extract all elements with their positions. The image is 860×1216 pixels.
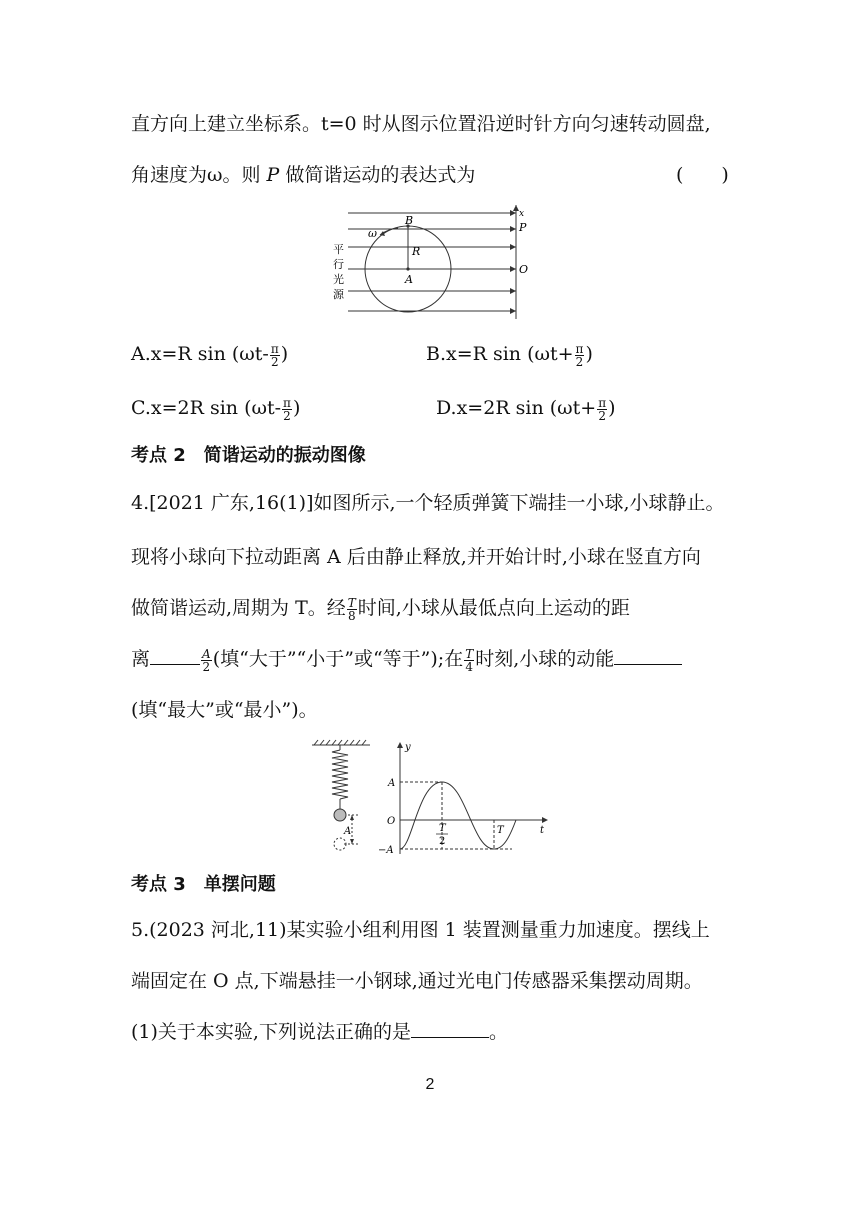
q4-line4-frac1-num: A xyxy=(202,646,211,661)
spring-graph-figure xyxy=(308,738,556,860)
q4-blank-2[interactable] xyxy=(614,662,682,665)
label-O: O xyxy=(519,263,529,276)
label-x: x xyxy=(519,209,525,219)
option-D-frac xyxy=(597,397,607,422)
option-B-prefix: B.x=R sin (ωt+ xyxy=(426,343,574,365)
q4-line4-frac2-num: T xyxy=(465,646,474,661)
graph-label-O: O xyxy=(387,816,396,827)
omega-label: ω xyxy=(368,227,377,240)
q3-line2-a: 角速度为ω。则 xyxy=(131,164,267,186)
label-B: B xyxy=(405,214,414,227)
option-A-prefix: A.x=R sin (ωt- xyxy=(131,343,269,365)
source-char-1: 平 xyxy=(333,243,344,256)
option-A xyxy=(131,342,288,368)
option-A-den: 2 xyxy=(270,354,279,369)
option-D xyxy=(436,396,616,422)
graph-label-y: y xyxy=(405,742,411,753)
q4-line4-c: 时刻,小球的动能 xyxy=(475,648,615,670)
q4-line1: 4.[2021 广东,16(1)]如图所示,一个轻质弹簧下端挂一小球,小球静止。 xyxy=(131,492,725,514)
option-A-suffix: ) xyxy=(280,343,289,365)
option-C-prefix: C.x=2R sin (ωt- xyxy=(131,397,282,419)
q5-blank[interactable] xyxy=(411,1035,489,1038)
q4-line4-frac1-den: 2 xyxy=(202,659,211,674)
option-B xyxy=(426,342,593,368)
q4-line2: 现将小球向下拉动距离 A 后由静止释放,并开始计时,小球在竖直方向 xyxy=(131,546,701,568)
option-B-num: π xyxy=(575,341,584,356)
source-char-2: 行 xyxy=(333,258,344,271)
option-C-num: π xyxy=(283,395,291,410)
option-B-den: 2 xyxy=(575,354,584,369)
q5-line3-text: (1)关于本实验,下列说法正确的是 xyxy=(131,1021,411,1043)
q4-line4-a: 离 xyxy=(131,648,151,670)
option-B-frac xyxy=(575,343,585,368)
q3-line2 xyxy=(131,163,475,187)
option-A-frac xyxy=(270,343,280,368)
section2-title: 考点 2 简谐运动的振动图像 xyxy=(131,445,366,466)
q3-answer-bracket: ( ) xyxy=(676,164,729,186)
q4-line3-frac xyxy=(347,597,357,622)
q4-line4-frac1 xyxy=(201,648,212,673)
source-char-4: 源 xyxy=(333,288,344,301)
q4-line4 xyxy=(131,647,682,673)
spring-label-A: A xyxy=(344,826,352,837)
section3-title: 考点 3 单摆问题 xyxy=(131,874,276,895)
option-D-prefix: D.x=2R sin (ωt+ xyxy=(436,397,597,419)
graph-label-T2-num: T xyxy=(439,823,446,834)
graph-label-T2-den: 2 xyxy=(439,836,446,847)
disc-light-figure xyxy=(330,205,540,325)
graph-label-t: t xyxy=(540,825,545,836)
q4-line4-frac2 xyxy=(464,648,474,673)
option-D-den: 2 xyxy=(598,408,606,423)
q5-line3 xyxy=(131,1020,508,1044)
q3-line1: 直方向上建立坐标系。t=0 时从图示位置沿逆时针方向匀速转动圆盘, xyxy=(131,113,711,135)
page-number: 2 xyxy=(425,1076,435,1093)
option-D-num: π xyxy=(598,395,607,410)
option-C-den: 2 xyxy=(283,408,291,423)
option-D-suffix: ) xyxy=(608,397,616,419)
q4-line3-a: 做简谐运动,周期为 T。经 xyxy=(131,597,346,619)
label-A: A xyxy=(405,273,413,286)
q4-line4-b: (填“大于”“小于”或“等于”);在 xyxy=(212,648,464,670)
q5-line3-end: 。 xyxy=(488,1021,508,1043)
option-B-suffix: ) xyxy=(585,343,593,365)
option-C-frac xyxy=(282,397,292,422)
q4-line3-b: 时间,小球从最低点向上运动的距 xyxy=(357,597,630,619)
q4-line4-frac2-den: 4 xyxy=(465,659,474,674)
q4-line3-frac-den: 8 xyxy=(347,608,356,623)
q3-line2-b: 做简谐运动的表达式为 xyxy=(279,164,476,186)
q4-line5: (填“最大”或“最小”)。 xyxy=(131,699,318,721)
q4-blank-1[interactable] xyxy=(150,662,200,665)
label-P: P xyxy=(519,221,527,234)
option-C-suffix: ) xyxy=(292,397,301,419)
q3-line2-p: P xyxy=(266,164,280,186)
option-C xyxy=(131,396,300,422)
graph-label-T: T xyxy=(497,825,504,836)
source-char-3: 光 xyxy=(333,273,344,286)
q4-line3 xyxy=(131,596,630,622)
q4-line3-frac-num: T xyxy=(347,595,356,610)
q5-line1: 5.(2023 河北,11)某实验小组利用图 1 装置测量重力加速度。摆线上 xyxy=(131,919,710,941)
q5-line2: 端固定在 O 点,下端悬挂一小钢球,通过光电门传感器采集摆动周期。 xyxy=(131,970,703,992)
graph-label-negA: −A xyxy=(378,845,394,856)
label-R: R xyxy=(412,245,421,258)
option-A-num: π xyxy=(270,341,279,356)
graph-label-A: A xyxy=(388,778,396,789)
